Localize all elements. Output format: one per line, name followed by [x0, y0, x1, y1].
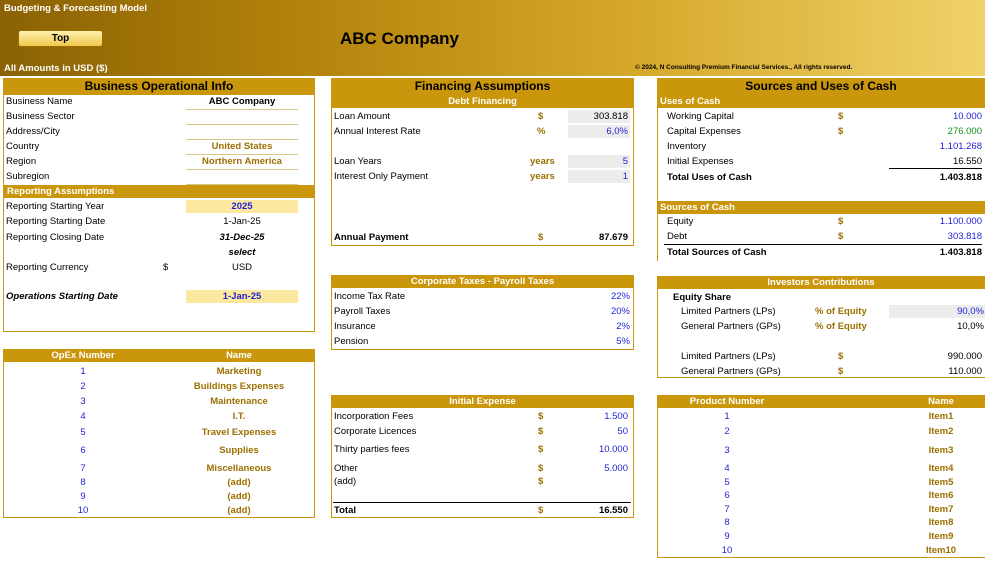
opex-number: 10	[77, 505, 89, 516]
opex-name[interactable]: (add)	[227, 505, 251, 516]
opex-table-header	[3, 349, 315, 362]
reporting-year-value[interactable]: 2025	[231, 201, 253, 212]
loan-amount-label: Loan Amount	[334, 111, 390, 122]
product-name[interactable]: Item9	[928, 531, 954, 542]
product-name-header: Name	[928, 396, 954, 407]
uses-value: 16.550	[952, 156, 982, 167]
opex-number: 1	[80, 366, 86, 377]
initial-expense-value[interactable]: 5.000	[604, 463, 628, 474]
interest-only-label: Interest Only Payment	[334, 171, 428, 182]
business-field-label: Country	[6, 141, 40, 152]
gp-amount-label: General Partners (GPs)	[681, 366, 781, 377]
opex-number: 8	[80, 477, 86, 488]
sources-value[interactable]: 1.100.000	[939, 216, 982, 227]
initial-expense-unit: $	[538, 426, 544, 437]
business-info-header: Business Operational Info	[3, 78, 315, 95]
tax-value[interactable]: 5%	[616, 336, 630, 347]
product-name[interactable]: Item1	[928, 411, 954, 422]
product-number: 2	[724, 426, 730, 437]
interest-only-value[interactable]: 1	[622, 171, 628, 182]
initial-expense-label: (add)	[334, 476, 357, 487]
opex-number: 7	[80, 463, 86, 474]
taxes-header: Corporate Taxes - Payroll Taxes	[331, 275, 634, 288]
initial-expense-label: Other	[334, 463, 358, 474]
loan-amount-value: 303.818	[593, 111, 628, 122]
opex-name[interactable]: Supplies	[219, 445, 259, 456]
opex-number: 5	[80, 427, 86, 438]
opex-number: 6	[80, 445, 86, 456]
uses-label: Capital Expenses	[667, 126, 741, 137]
business-field-label: Business Name	[6, 96, 73, 107]
company-title: ABC Company	[340, 29, 460, 48]
uses-of-cash-header: Uses of Cash	[657, 95, 985, 108]
uses-label: Initial Expenses	[667, 156, 734, 167]
uses-value[interactable]: 276.000	[947, 126, 982, 137]
initial-expense-label: Corporate Licences	[334, 426, 417, 437]
debt-financing-header: Debt Financing	[331, 95, 634, 108]
initial-expense-value[interactable]: 50	[617, 426, 628, 437]
initial-total-value: 16.550	[598, 505, 628, 516]
opex-name[interactable]: Miscellaneous	[206, 463, 272, 474]
product-number: 4	[724, 463, 730, 474]
product-number-header: Product Number	[689, 396, 765, 407]
investors-header: Investors Contributions	[657, 276, 985, 289]
initial-expense-label: Thirty parties fees	[334, 444, 410, 455]
product-name[interactable]: Item6	[928, 490, 954, 501]
annual-payment-value: 87.679	[598, 232, 628, 243]
lp-amount-label: Limited Partners (LPs)	[681, 351, 776, 362]
uses-label: Working Capital	[667, 111, 734, 122]
lp-share-value[interactable]: 90,0%	[957, 306, 984, 317]
currency-select[interactable]: USD	[231, 262, 253, 273]
tax-value[interactable]: 20%	[610, 306, 630, 317]
initial-expense-unit: $	[538, 476, 544, 487]
business-field-label: Address/City	[6, 126, 60, 137]
product-number: 7	[724, 504, 730, 515]
loan-amount-unit: $	[538, 111, 544, 122]
initial-expense-label: Incorporation Fees	[334, 411, 414, 422]
business-field-label: Business Sector	[6, 111, 75, 122]
reporting-start-label: Reporting Starting Date	[6, 216, 106, 227]
uses-unit: $	[838, 126, 844, 137]
lp-amount-value: 990.000	[947, 351, 982, 362]
sources-label: Equity	[667, 216, 694, 227]
financing-header: Financing Assumptions	[331, 78, 634, 95]
product-number: 9	[724, 531, 730, 542]
top-button[interactable]: Top	[18, 30, 103, 47]
business-field-value[interactable]: United States	[211, 141, 273, 152]
uses-label: Inventory	[667, 141, 707, 152]
initial-total-unit: $	[538, 505, 544, 516]
lp-amount-unit: $	[838, 351, 844, 362]
uses-unit: $	[838, 111, 844, 122]
business-field-label: Subregion	[6, 171, 50, 182]
product-number: 6	[724, 490, 730, 501]
tax-label: Insurance	[334, 321, 376, 332]
product-number: 8	[724, 517, 730, 528]
interest-rate-label: Annual Interest Rate	[334, 126, 421, 137]
product-number: 10	[721, 545, 733, 556]
equity-share-label: Equity Share	[673, 292, 732, 303]
initial-expense-value[interactable]: 1.500	[604, 411, 628, 422]
total-sources-label: Total Sources of Cash	[667, 247, 767, 258]
currency-label: Reporting Currency	[6, 262, 89, 273]
product-number: 5	[724, 477, 730, 488]
tax-label: Income Tax Rate	[334, 291, 406, 302]
product-name[interactable]: Item4	[928, 463, 954, 474]
operations-start-value[interactable]: 1-Jan-25	[222, 291, 262, 302]
product-name[interactable]: Item7	[928, 504, 954, 515]
initial-expense-value[interactable]: 10.000	[598, 444, 628, 455]
tax-label: Pension	[334, 336, 369, 347]
product-number: 1	[724, 411, 730, 422]
product-name[interactable]: Item10	[925, 545, 957, 556]
lp-share-label: Limited Partners (LPs)	[681, 306, 776, 317]
total-uses-label: Total Uses of Cash	[667, 172, 752, 183]
amounts-currency-note: All Amounts in USD ($)	[4, 63, 108, 74]
sources-value[interactable]: 303.818	[947, 231, 982, 242]
reporting-assumptions-header: Reporting Assumptions	[3, 185, 315, 198]
gp-share-value: 10,0%	[957, 321, 984, 332]
opex-number: 3	[80, 396, 86, 407]
sources-of-cash-header: Sources of Cash	[657, 201, 985, 214]
reporting-close-label: Reporting Closing Date	[6, 232, 105, 243]
total-sources-value: 1.403.818	[939, 247, 982, 258]
initial-expense-unit: $	[538, 444, 544, 455]
opex-name[interactable]: Marketing	[216, 366, 262, 377]
initial-total-label: Total	[334, 505, 356, 516]
product-number: 3	[724, 445, 730, 456]
initial-expense-header: Initial Expense	[331, 395, 634, 408]
interest-rate-unit: %	[537, 126, 546, 137]
reporting-year-label: Reporting Starting Year	[6, 201, 105, 212]
total-uses-value: 1.403.818	[939, 172, 982, 183]
interest-rate-value[interactable]: 6,0%	[606, 126, 628, 137]
copyright-note: © 2024, N Consulting Premium Financial Services., All rights reserved.	[635, 64, 853, 71]
gp-share-label: General Partners (GPs)	[681, 321, 781, 332]
uses-value[interactable]: 10.000	[952, 111, 982, 122]
tax-value[interactable]: 2%	[616, 321, 630, 332]
products-table-header	[657, 395, 985, 408]
annual-payment-label: Annual Payment	[334, 232, 409, 243]
opex-number-header: OpEx Number	[51, 350, 115, 361]
tax-value[interactable]: 22%	[610, 291, 630, 302]
loan-years-unit: years	[530, 156, 555, 167]
opex-name[interactable]: (add)	[227, 491, 251, 502]
uses-value[interactable]: 1.101.268	[939, 141, 982, 152]
loan-years-value[interactable]: 5	[622, 156, 628, 167]
business-field-value[interactable]: ABC Company	[208, 96, 276, 107]
currency-select-hint: select	[228, 247, 256, 258]
sources-unit: $	[838, 216, 844, 227]
gp-amount-unit: $	[838, 366, 844, 377]
opex-name[interactable]: I.T.	[232, 411, 246, 422]
currency-symbol: $	[163, 262, 169, 273]
gp-share-unit: % of Equity	[815, 321, 867, 332]
interest-only-unit: years	[530, 171, 555, 182]
tax-label: Payroll Taxes	[334, 306, 391, 317]
operations-start-label: Operations Starting Date	[6, 291, 118, 302]
sources-uses-header: Sources and Uses of Cash	[657, 78, 985, 95]
product-name[interactable]: Item5	[928, 477, 954, 488]
product-name[interactable]: Item8	[928, 517, 954, 528]
opex-name-header: Name	[226, 350, 252, 361]
reporting-close-value[interactable]: 31-Dec-25	[219, 232, 265, 243]
product-name[interactable]: Item2	[928, 426, 954, 437]
opex-number: 2	[80, 381, 86, 392]
opex-name[interactable]: (add)	[227, 477, 251, 488]
annual-payment-unit: $	[538, 232, 544, 243]
opex-name[interactable]: Travel Expenses	[201, 427, 277, 438]
opex-number: 9	[80, 491, 86, 502]
product-name[interactable]: Item3	[928, 445, 954, 456]
reporting-start-value[interactable]: 1-Jan-25	[223, 216, 261, 227]
sources-unit: $	[838, 231, 844, 242]
opex-name[interactable]: Maintenance	[210, 396, 268, 407]
initial-expense-unit: $	[538, 463, 544, 474]
lp-share-unit: % of Equity	[815, 306, 867, 317]
loan-years-label: Loan Years	[334, 156, 382, 167]
header-banner	[0, 0, 985, 76]
sources-label: Debt	[667, 231, 688, 242]
business-field-label: Region	[6, 156, 37, 167]
app-title: Budgeting & Forecasting Model	[4, 3, 148, 14]
gp-amount-value: 110.000	[948, 366, 982, 377]
opex-name[interactable]: Buildings Expenses	[193, 381, 285, 392]
business-field-value[interactable]: Northern America	[202, 156, 282, 167]
initial-expense-unit: $	[538, 411, 544, 422]
opex-number: 4	[80, 411, 86, 422]
